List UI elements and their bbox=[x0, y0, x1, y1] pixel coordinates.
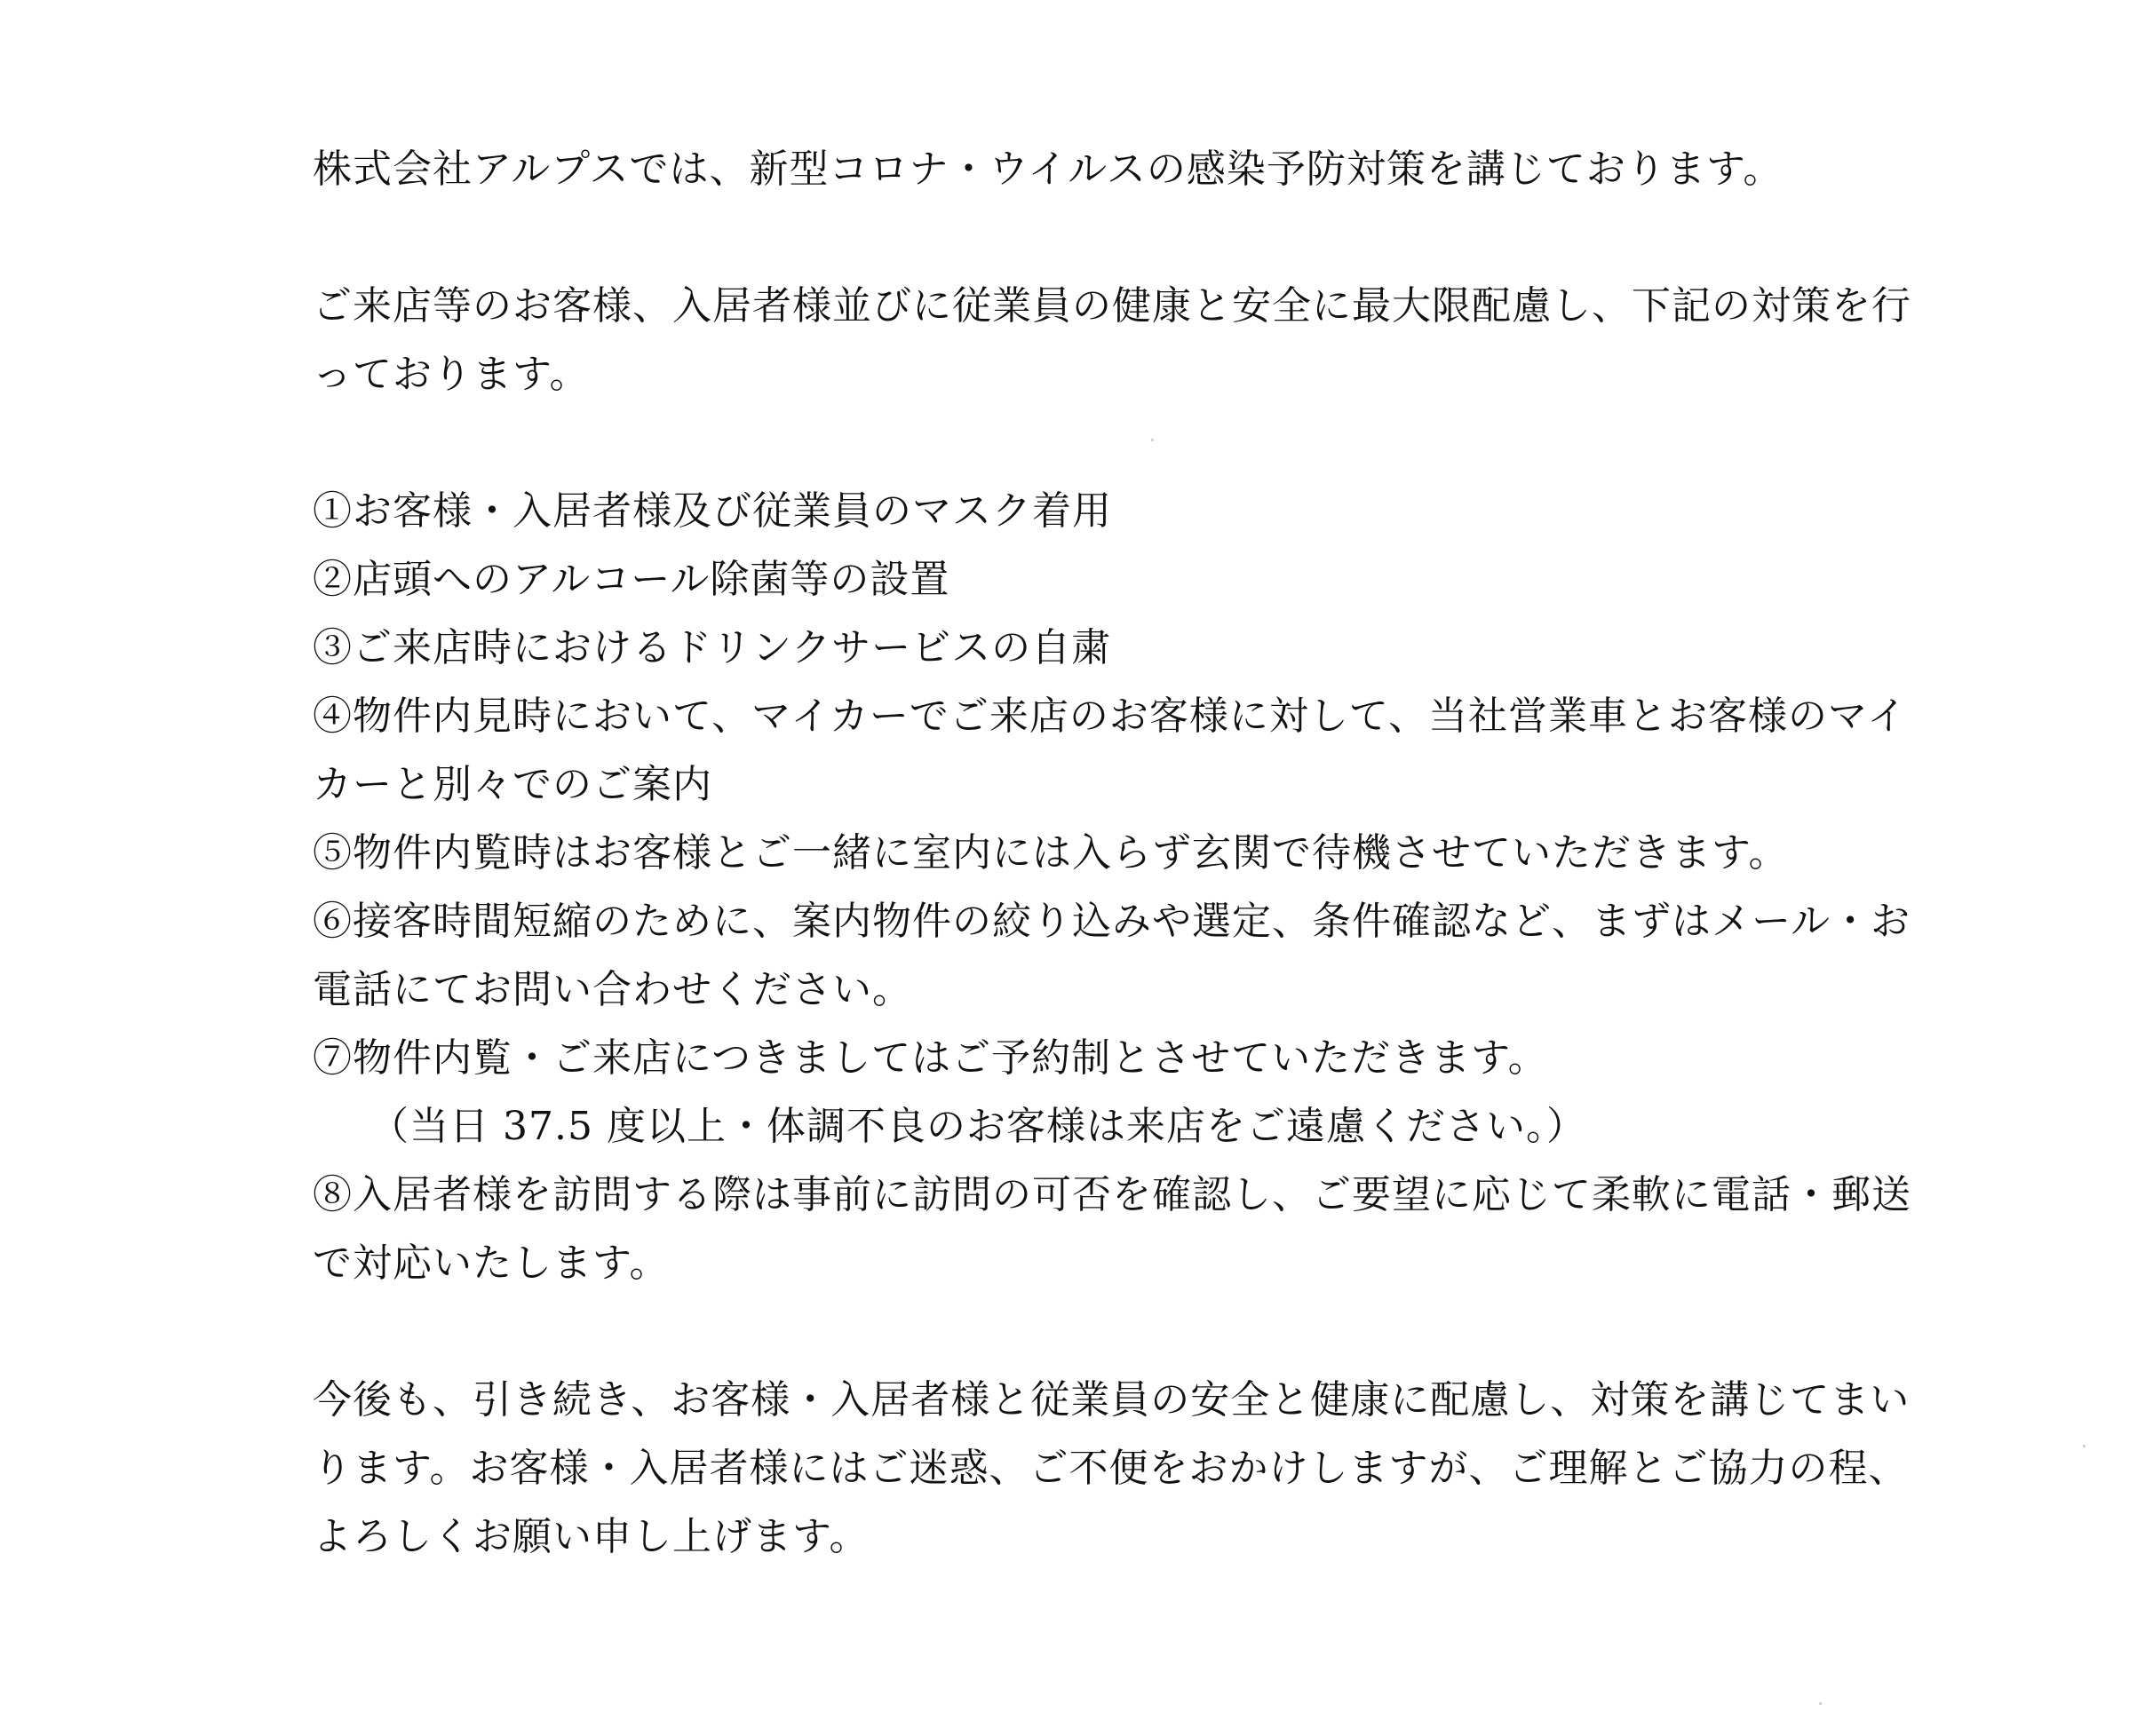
measure-line: ③ご来店時におけるドリンクサービスの自粛 bbox=[313, 625, 1112, 670]
measure-line: ⑥接客時間短縮のために、案内物件の絞り込みや選定、条件確認など、まずはメール・お bbox=[313, 899, 1911, 944]
measure-line: カーと別々でのご案内 bbox=[313, 762, 712, 807]
paragraph-gap bbox=[313, 203, 1911, 272]
notice-body bbox=[313, 135, 1911, 1571]
measure-note: （当日 37.5 度以上・体調不良のお客様は来店をご遠慮ください。） bbox=[369, 1104, 1586, 1149]
paragraph1-line: ご来店等のお客様、入居者様並びに従業員の健康と安全に最大限配慮し、下記の対策を行 bbox=[313, 283, 1911, 329]
paragraph-gap bbox=[313, 408, 1911, 477]
measure-line: ⑧入居者様を訪問する際は事前に訪問の可否を確認し、ご要望に応じて柔軟に電話・郵送 bbox=[313, 1172, 1911, 1217]
measure-line: ⑦物件内覧・ご来店につきましてはご予約制とさせていただきます。 bbox=[313, 1035, 1548, 1081]
measure-line: ⑤物件内覧時はお客様とご一緒に室内には入らず玄関で待機させていただきます。 bbox=[313, 830, 1789, 876]
closing-line: ります。お客様・入居者様にはご迷惑、ご不便をおかけしますが、ご理解とご協力の程、 bbox=[313, 1446, 1909, 1491]
closing-line: 今後も、引き続き、お客様・入居者様と従業員の安全と健康に配慮し、対策を講じてまい bbox=[313, 1377, 1911, 1423]
measure-line: ①お客様・入居者様及び従業員のマスク着用 bbox=[313, 488, 1112, 534]
measure-line: ②店頭へのアルコール除菌等の設置 bbox=[313, 557, 950, 602]
scan-speck bbox=[1819, 1702, 1822, 1705]
scan-speck bbox=[2083, 1445, 2085, 1447]
measure-line: 電話にてお問い合わせください。 bbox=[313, 967, 912, 1012]
paragraph-gap bbox=[313, 1297, 1911, 1366]
measure-line: ④物件内見時において、マイカーでご来店のお客様に対して、当社営業車とお客様のマイ bbox=[313, 694, 1908, 739]
closing-line: よろしくお願い申し上げます。 bbox=[313, 1514, 870, 1559]
paragraph1-line: っております。 bbox=[313, 352, 590, 397]
measure-line: で対応いたします。 bbox=[313, 1241, 670, 1286]
intro-text: 株式会社アルプスでは、新型コロナ・ウイルスの感染予防対策を講じております。 bbox=[313, 147, 1784, 192]
